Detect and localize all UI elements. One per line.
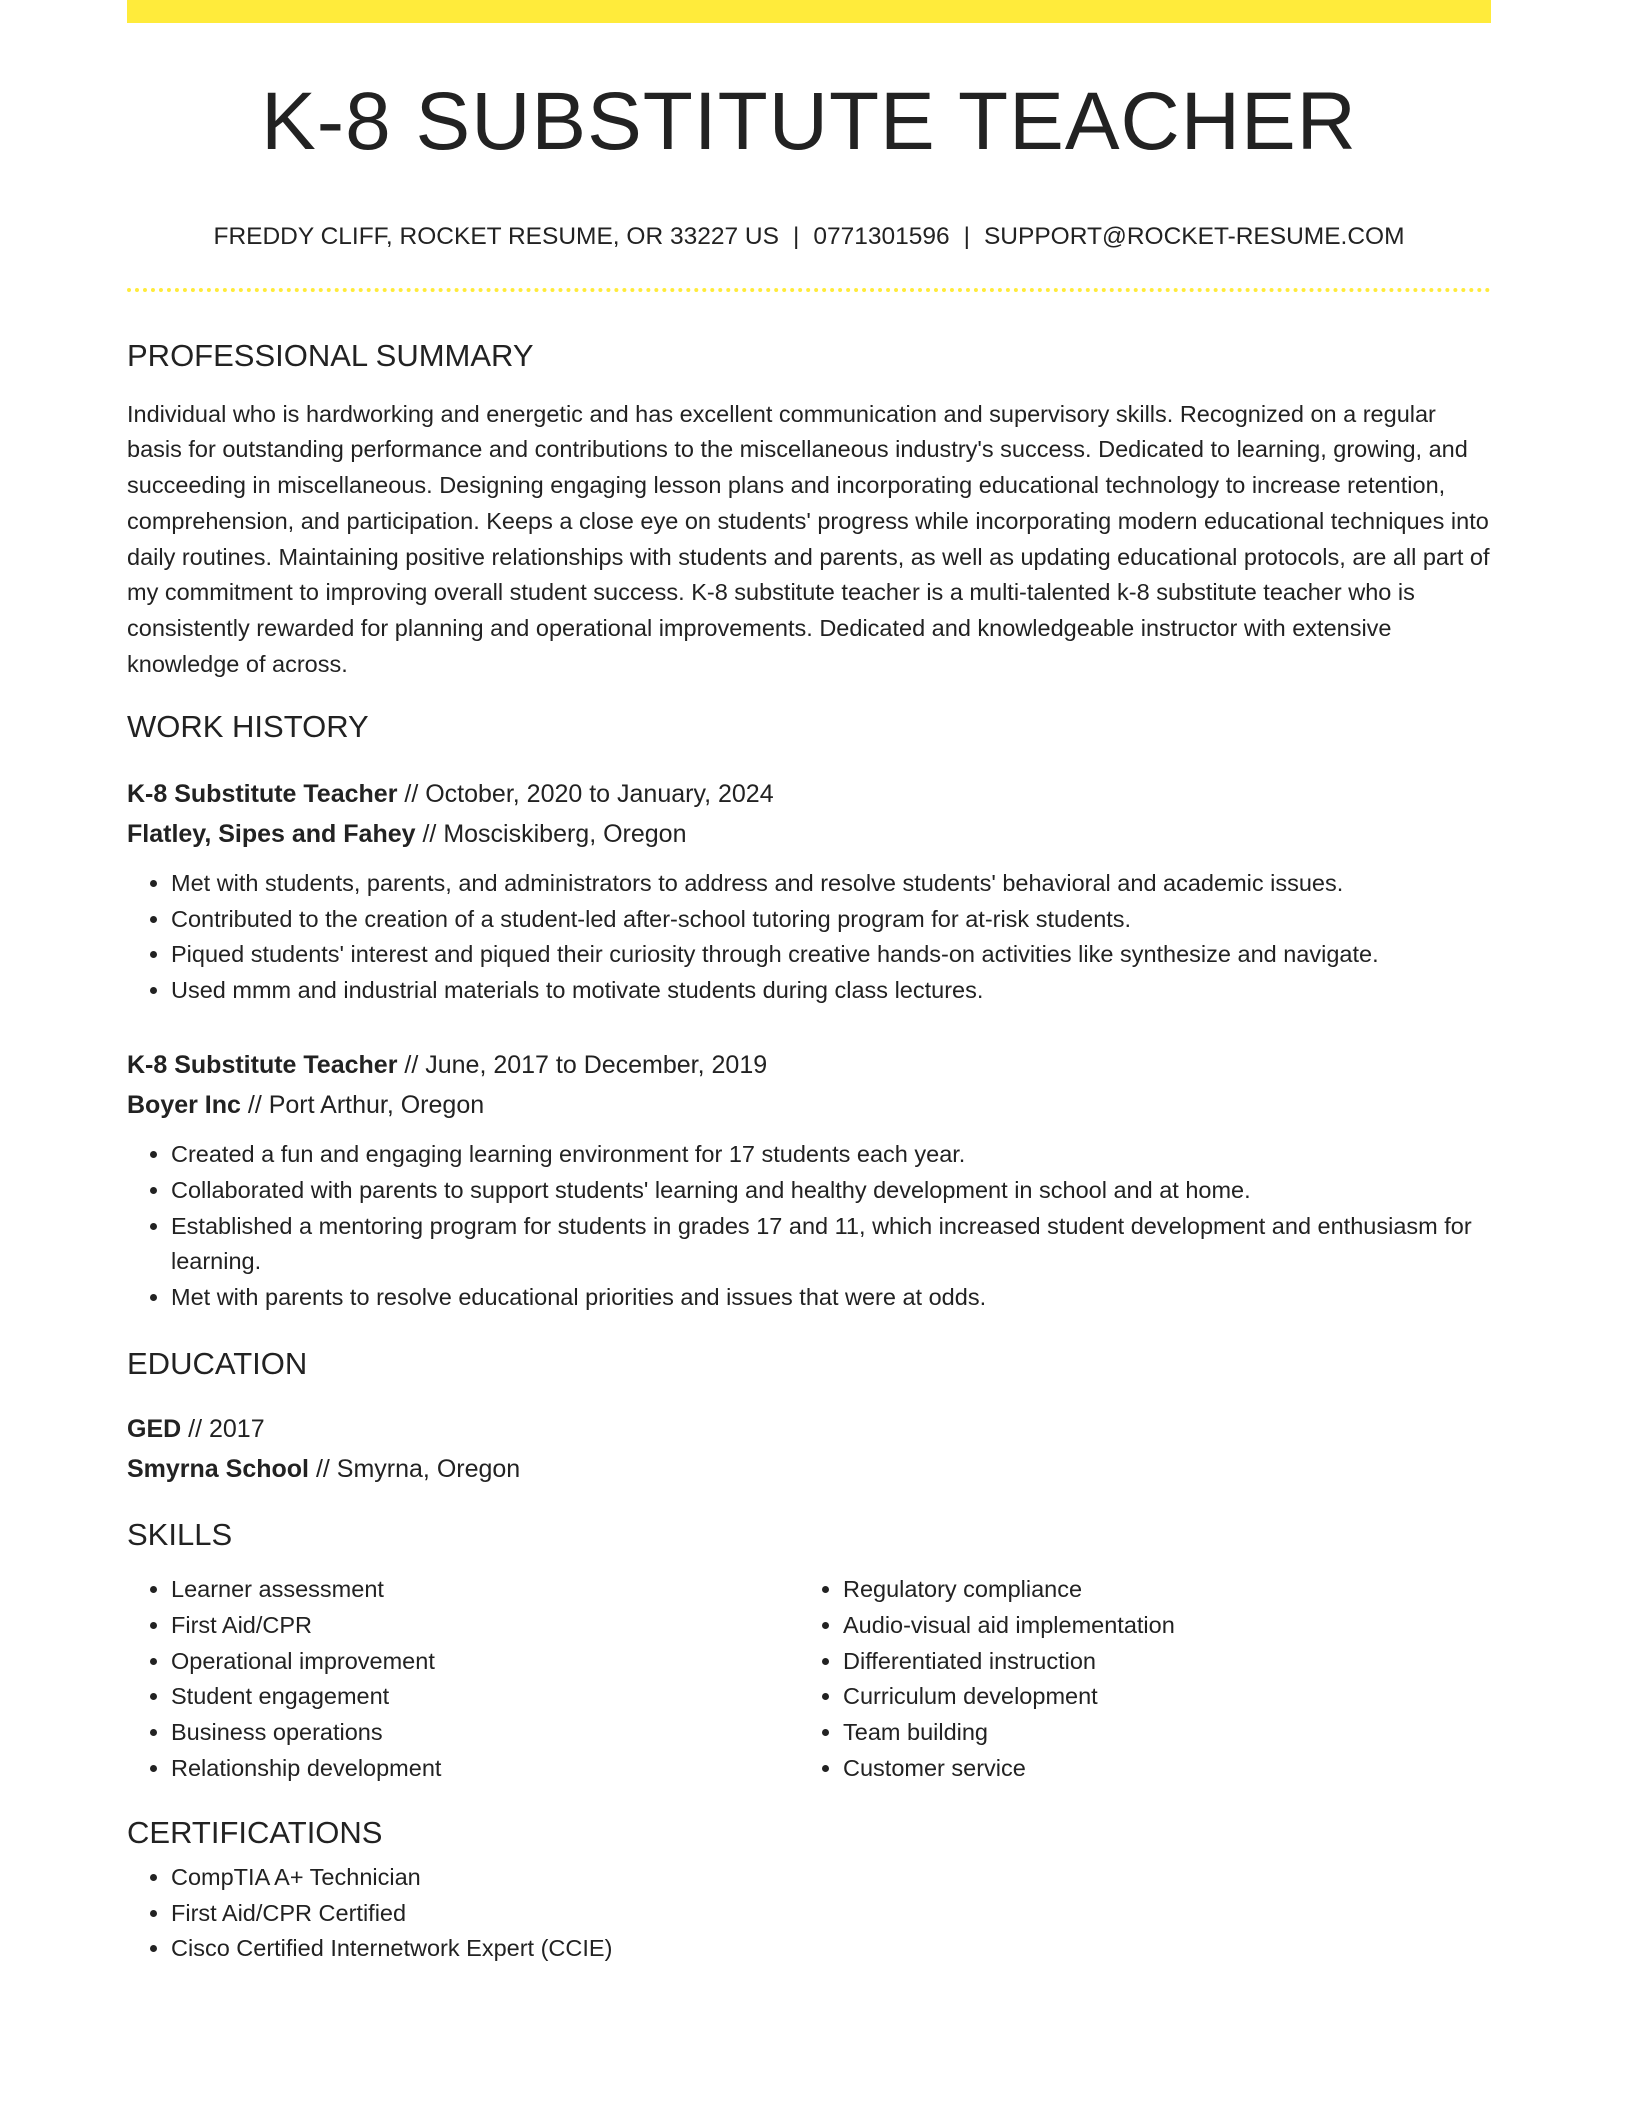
- resume-page: [127, 0, 1491, 1967]
- job-title-line: [127, 774, 1491, 814]
- contact-address: FREDDY CLIFF, ROCKET RESUME, OR 33227 US: [213, 223, 779, 250]
- job-location: // Mosciskiberg, Oregon: [422, 819, 687, 848]
- resume-title: K-8 SUBSTITUTE TEACHER: [261, 76, 1357, 167]
- accent-top-bar: [127, 0, 1491, 23]
- job-location: // Port Arthur, Oregon: [247, 1091, 485, 1120]
- contact-phone: 0771301596: [813, 223, 950, 250]
- list-item: • Contributed to the creation of a student-led after-school tutoring program for at-risk students.: [171, 902, 1491, 938]
- education-school-line: [127, 1449, 1491, 1489]
- work-history-heading: WORK HISTORY: [127, 708, 369, 744]
- list-item: • Established a mentoring program for students in grades 17 and 11, which increased student development and enthusiasm for learning.: [171, 1209, 1491, 1281]
- skill-item: • First Aid/CPR: [171, 1608, 799, 1644]
- education-degree-line: [127, 1409, 1491, 1449]
- skills-right-column: [799, 1572, 1471, 1787]
- skills-columns: [127, 1572, 1491, 1787]
- skill-item: • Operational improvement: [171, 1644, 799, 1680]
- job-dates: // June, 2017 to December, 2019: [404, 1051, 768, 1080]
- job-entry: [127, 774, 1491, 1009]
- skill-item: • Differentiated instruction: [843, 1644, 1471, 1680]
- list-item: • Collaborated with parents to support students' learning and healthy development in school and at home.: [171, 1173, 1491, 1209]
- job-company: Boyer Inc: [127, 1091, 241, 1120]
- education-entry: [127, 1409, 1491, 1489]
- summary-text: Individual who is hardworking and energetic and has excellent communication and supervisory skills. Recognized on a regular basis for outstanding performance and contributions to the miscellaneous industry's success. Dedicated to learning, growing, and succeeding in miscellaneous. Designing engaging lesson plans and incorporating educational technology to increase retention, comprehension, and participation. Keeps a close eye on students' progress while incorporating modern educational techniques into daily routines. Maintaining positive relationships with students and parents, as well as updating educational protocols, are all part of my commitment to improving overall student success. K-8 substitute teacher is a multi-talented k-8 substitute teacher who is consistently rewarded for planning and operational improvements. Dedicated and knowledgeable instructor with extensive knowledge of across.: [127, 400, 1490, 678]
- skills-heading: SKILLS: [127, 1517, 233, 1553]
- contact-line: [127, 225, 1491, 250]
- job-title-line: [127, 1045, 1491, 1085]
- job-bullets: [127, 866, 1491, 1009]
- list-item: • Used mmm and industrial materials to motivate students during class lectures.: [171, 973, 1491, 1009]
- education-degree: GED: [127, 1415, 182, 1444]
- skill-item: • Regulatory compliance: [843, 1572, 1471, 1608]
- job-title: K-8 Substitute Teacher: [127, 779, 398, 808]
- skill-item: • Team building: [843, 1715, 1471, 1751]
- skill-item: • Audio-visual aid implementation: [843, 1608, 1471, 1644]
- skill-item: • Student engagement: [171, 1679, 799, 1715]
- list-item: • Met with students, parents, and administrators to address and resolve students' behavioral and academic issues.: [171, 866, 1491, 902]
- job-entry: [127, 1045, 1491, 1316]
- contact-email: SUPPORT@ROCKET-RESUME.COM: [983, 223, 1405, 250]
- job-title: K-8 Substitute Teacher: [127, 1051, 398, 1080]
- summary-heading: PROFESSIONAL SUMMARY: [127, 337, 534, 373]
- skill-item: • Learner assessment: [171, 1572, 799, 1608]
- job-dates: // October, 2020 to January, 2024: [404, 779, 774, 808]
- list-item: • Met with parents to resolve educational priorities and issues that were at odds.: [171, 1280, 1491, 1316]
- list-item: • Created a fun and engaging learning environment for 17 students each year.: [171, 1137, 1491, 1173]
- job-company: Flatley, Sipes and Fahey: [127, 819, 416, 848]
- education-school: Smyrna School: [127, 1455, 309, 1484]
- skill-item: • Relationship development: [171, 1751, 799, 1787]
- certifications-heading: CERTIFICATIONS: [127, 1814, 383, 1850]
- skill-item: • Customer service: [843, 1751, 1471, 1787]
- contact-separator: |: [963, 223, 970, 250]
- certification-item: • CompTIA A+ Technician: [171, 1860, 1491, 1896]
- job-bullets: [127, 1137, 1491, 1316]
- certifications-list: [127, 1860, 1491, 1967]
- dotted-divider: [127, 288, 1491, 292]
- certification-item: • Cisco Certified Internetwork Expert (CCIE): [171, 1931, 1491, 1967]
- education-heading: EDUCATION: [127, 1346, 308, 1382]
- contact-separator: |: [792, 223, 800, 250]
- list-item: • Piqued students' interest and piqued their curiosity through creative hands-on activities like synthesize and navigate.: [171, 937, 1491, 973]
- education-location: // Smyrna, Oregon: [315, 1455, 521, 1484]
- skill-item: • Curriculum development: [843, 1679, 1471, 1715]
- job-company-line: [127, 1085, 1491, 1125]
- job-company-line: [127, 814, 1491, 854]
- certification-item: • First Aid/CPR Certified: [171, 1896, 1491, 1932]
- education-year: // 2017: [188, 1415, 265, 1444]
- skills-left-column: [127, 1572, 799, 1787]
- skill-item: • Business operations: [171, 1715, 799, 1751]
